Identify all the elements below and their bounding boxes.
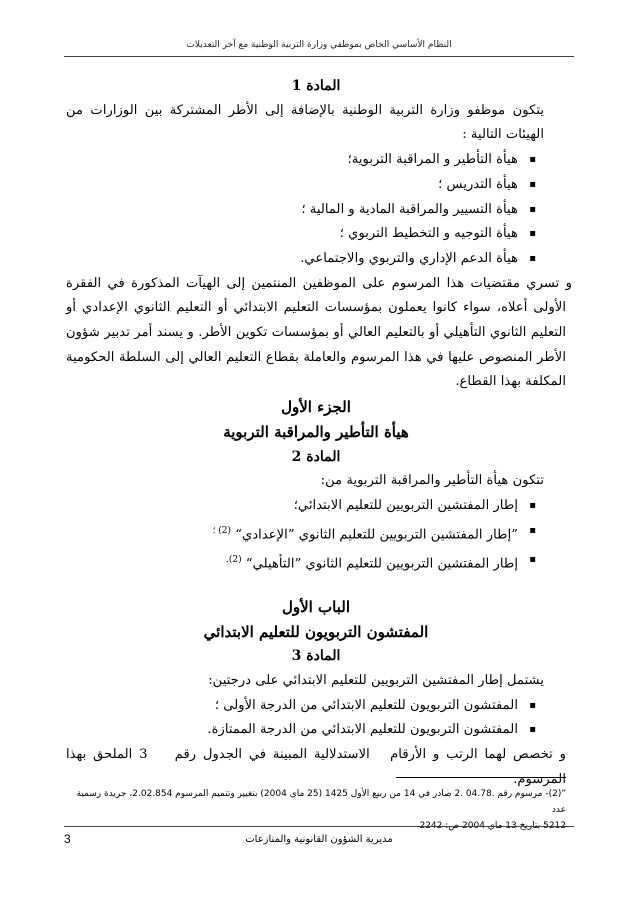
running-header: النظام الأساسي الخاص بموظفي وزارة التربية الوطنية مع آخر التعديلات (186, 40, 452, 50)
page-body (61, 74, 572, 792)
article-3-heading: المادة 3 (291, 648, 341, 665)
footnote-rule (396, 777, 566, 778)
list-item: ▪ هيأة التوجيه و التخطيط التربوي ؛ (66, 222, 518, 247)
header-rule (64, 56, 574, 57)
chapter-1-title: الباب الأول (281, 597, 351, 616)
page-number: 3 (64, 832, 71, 846)
list-item (66, 548, 518, 577)
list-item: ▪ هيأة التدريس ؛ (66, 173, 518, 198)
chapter-1-subtitle: المفتشون التربويون للتعليم الابتدائي (203, 622, 429, 641)
footnote-line: ”(2)- مرسوم رقم .04.78 .2 صادر في 14 من ربيع الأول 1425 (25 ماي 2004) بتغيير وتتميم المرسوم 2.02.854، جريدة رسمية عدد (76, 789, 566, 815)
article-3-list (66, 694, 566, 743)
part-1-subtitle: هيأة التأطير والمراقبة التربوية (223, 422, 409, 441)
part-1-title: الجزء الأول (281, 398, 351, 417)
footnote-ref[interactable]: (2). (226, 554, 242, 565)
list-item-text: ”إطار المفتشين التربويين للتعليم الثانوي ”الإعدادي“ (235, 527, 518, 543)
article-2-list (66, 494, 566, 577)
list-item (66, 494, 518, 519)
article-1-paragraph: و تسري مقتضيات هذا المرسوم على الموظفين المنتمين إلى الهيآت المذكورة في الفقرة الأولى أعلاه، سواء كانوا يعملون بمؤسسات التعليم الابتدائي أو التعليم الثانوي الإعدادي أو التعليم الثانوي التأهيلي أو بالتعليم العالي أو بمؤسسات تكوين الأطر. و يسند أمر تدبير شؤون الأطر المنصوص عليها في هذا المرسوم والعاملة بقطاع التعليم العالي إلى السلطة الحكومية المكلفة بهذا القطاع. (66, 275, 572, 390)
list-item-text: إطار المفتشين التربويين للتعليم الابتدائي؛ (293, 497, 518, 513)
article-1-list (66, 148, 566, 272)
spacer (66, 577, 566, 595)
article-2-heading: المادة 2 (291, 448, 341, 465)
footer-rule (64, 826, 574, 827)
footer-title: مديرية الشؤون القانونية والمنازعات (245, 834, 393, 845)
article-1-intro: يتكون موظفو وزارة التربية الوطنية بالإضافة إلى الأطر المشتركة بين الوزارات من الهيئات التالية : (66, 102, 544, 143)
footnote-line: 5212 بتاريخ 13 ماي 2004 ص: 2242 (419, 821, 566, 831)
article-3-paragraph: و تخصص لهما الرتب و الأرقام الاستدلالية المبينة في الجدول رقم 3 الملحق بهذا المرسوم. (61, 747, 567, 787)
list-item: ▪ هيأة التسيير والمراقبة المادية و المالية ؛ (66, 198, 518, 223)
footnote-ref[interactable]: (2) ؛ (212, 525, 232, 536)
article-1-heading: المادة 1 (291, 78, 341, 94)
list-item: ▪ المفتشون التربويون للتعليم الابتدائي من الدرجة الممتازة. (66, 718, 518, 743)
list-item-text: إطار المفتشين التربويين للتعليم الثانوي ”التأهيلي“ (245, 556, 518, 572)
list-item: ▪ هيأة الدعم الإداري والتربوي والاجتماعي. (66, 247, 518, 272)
article-2-intro: تتكون هيأة التأطير والمراقبة التربوية من: (320, 473, 544, 489)
article-3-intro: يشتمل إطار المفتشين التربويين للتعليم الابتدائي على درجتين: (208, 672, 544, 688)
list-item: ▪ هيأة التأطير و المراقبة التربوية؛ (66, 148, 518, 173)
list-item: ▪ المفتشون التربويون للتعليم الابتدائي من الدرجة الأولى ؛ (66, 694, 518, 719)
list-item (66, 519, 518, 548)
